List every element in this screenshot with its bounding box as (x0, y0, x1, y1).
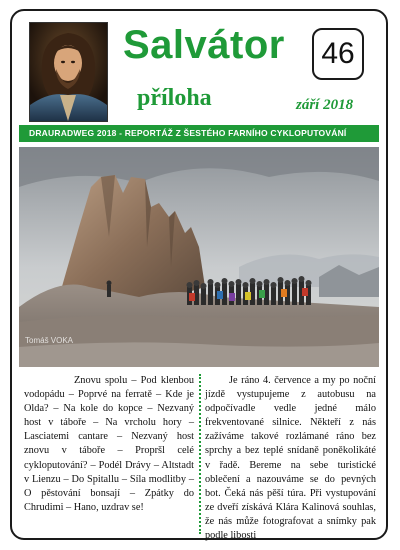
article-right-column (205, 374, 376, 543)
article-body-text: Je ráno 4. července a my po noční jízdě vystupujeme z autobusu na odpočívadle vedle jedné málo frekventované silnice. Někteří z nás zažíváme takové rozlámané ráno bez sprchy a bez teplé snídaně poněkolikáté v řadě. Bereme na sebe turistické oblečení a nazouváme se do pevných bot. Čeká nás pěší túra. Při vystupování ze dveří získává Klára Kalinová souhlas, že nás může fotografovat a snímky pak podle libosti (205, 375, 376, 542)
svg-text:Tomáš VOKA: Tomáš VOKA (25, 336, 74, 345)
newsletter-title: Salvátor (123, 23, 285, 67)
issue-date: září 2018 (296, 97, 354, 113)
column-divider (199, 374, 201, 534)
article-headline-banner: DRAURADWEG 2018 - REPORTÁŽ Z ŠESTÉHO FARNÍHO CYKLOPUTOVÁNÍ (19, 125, 379, 142)
christ-portrait-image (29, 22, 108, 122)
issue-number-badge: 46 (312, 28, 364, 80)
article-chapter-list: Znovu spolu – Pod klenbou vodopádu – Poprvé na ferratě – Kde je Olda? – Na kole do kopce – Nezvaný host v táboře – Na vrcholu hory – Lasciatemi cantare – Nezvaný host znovu v táboře – Propršl celé cykloputování? – Podél Drávy – Altstadt v Lienzu – Do Spitallu – Síla modlitby – O pěstování bonsají – Zpátky do Chrudimi – Hano, uzdrav se! (24, 375, 194, 513)
article-left-column (24, 374, 194, 515)
newsletter-subtitle: příloha (137, 85, 212, 111)
group-mountain-photo (19, 147, 379, 367)
photo-watermark (25, 336, 74, 345)
